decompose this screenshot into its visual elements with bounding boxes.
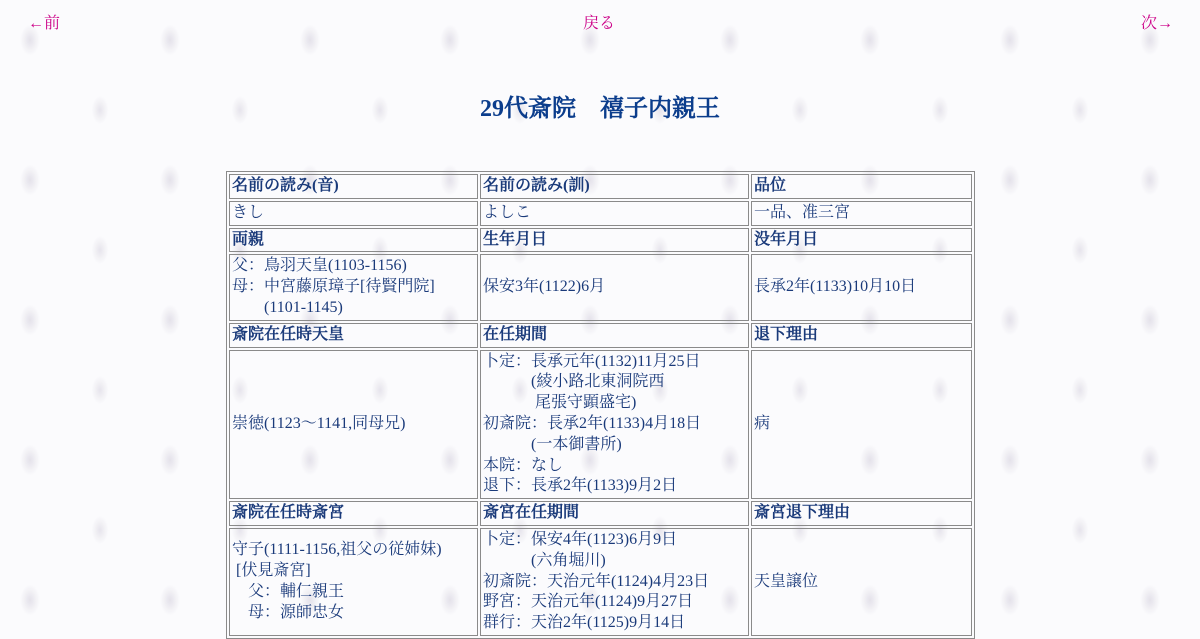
next-link[interactable]: 次→ xyxy=(1141,15,1174,32)
retire-reason-cell: 病 xyxy=(751,350,972,500)
header-cell: 名前の読み(音) xyxy=(229,174,478,199)
prev-link[interactable]: ←前 xyxy=(28,15,61,32)
header-cell: 退下理由 xyxy=(751,323,972,348)
table-row xyxy=(229,201,972,226)
tenure-cell xyxy=(480,350,749,500)
text-line: 本院：なし xyxy=(483,456,564,474)
header-cell: 名前の読み(訓) xyxy=(480,174,749,199)
emperor-cell: 崇徳(1123～1141,同母兄) xyxy=(229,350,478,500)
text-line: 卜定：保安4年(1123)6月9日 xyxy=(483,530,678,548)
table-row xyxy=(229,323,972,348)
text-line: 初斎院：天治元年(1124)4月23日 xyxy=(483,572,710,590)
reading-kun-cell: よしこ xyxy=(480,201,749,226)
birth-cell: 保安3年(1122)6月 xyxy=(480,254,749,320)
text-line: 群行：天治2年(1125)9月14日 xyxy=(483,614,686,632)
parents-cell xyxy=(229,254,478,320)
table-row xyxy=(229,228,972,253)
header-cell: 生年月日 xyxy=(480,228,749,253)
text-line: 父：鳥羽天皇(1103-1156) xyxy=(232,257,407,275)
text-line: 守子(1111-1156,祖父の従姉妹) xyxy=(232,541,442,559)
header-cell: 斎宮退下理由 xyxy=(751,501,972,526)
text-line: 野宮：天治元年(1124)9月27日 xyxy=(483,593,694,611)
death-cell: 長承2年(1133)10月10日 xyxy=(751,254,972,320)
header-cell: 没年月日 xyxy=(751,228,972,253)
text-line: (綾小路北東洞院西 xyxy=(483,373,665,391)
header-cell: 斎院在任時天皇 xyxy=(229,323,478,348)
text-line: 尾張守顕盛宅) xyxy=(483,394,637,412)
header-cell: 両親 xyxy=(229,228,478,253)
table-row xyxy=(229,501,972,526)
rank-cell: 一品、准三宮 xyxy=(751,201,972,226)
text-line: 母：源師忠女 xyxy=(232,603,345,621)
text-line: (一本御書所) xyxy=(483,435,622,453)
text-line: (六角堀川) xyxy=(483,551,606,569)
saigu-cell xyxy=(229,528,478,636)
text-line: 母：中宮藤原璋子[待賢門院] xyxy=(232,278,435,296)
table-row xyxy=(229,528,972,636)
table-row xyxy=(229,254,972,320)
page-title: 29代斎院 禧子内親王 xyxy=(480,96,720,122)
text-line: [伏見斎宮] xyxy=(232,562,311,580)
header-cell: 在任期間 xyxy=(480,323,749,348)
text-line: (1101-1145) xyxy=(232,298,343,316)
saigu-retire-reason-cell: 天皇譲位 xyxy=(751,528,972,636)
saigu-tenure-cell xyxy=(480,528,749,636)
text-line: 初斎院：長承2年(1133)4月18日 xyxy=(483,414,702,432)
header-cell: 斎宮在任期間 xyxy=(480,501,749,526)
reading-on-cell: きし xyxy=(229,201,478,226)
text-line: 父：輔仁親王 xyxy=(232,582,345,600)
header-cell: 品位 xyxy=(751,174,972,199)
back-link[interactable]: 戻る xyxy=(583,15,616,32)
text-line: 卜定：長承元年(1132)11月25日 xyxy=(483,352,701,370)
table-row xyxy=(229,350,972,500)
header-cell: 斎院在任時斎宮 xyxy=(229,501,478,526)
profile-table xyxy=(226,171,975,639)
text-line: 退下：長承2年(1133)9月2日 xyxy=(483,477,678,495)
table-row xyxy=(229,174,972,199)
